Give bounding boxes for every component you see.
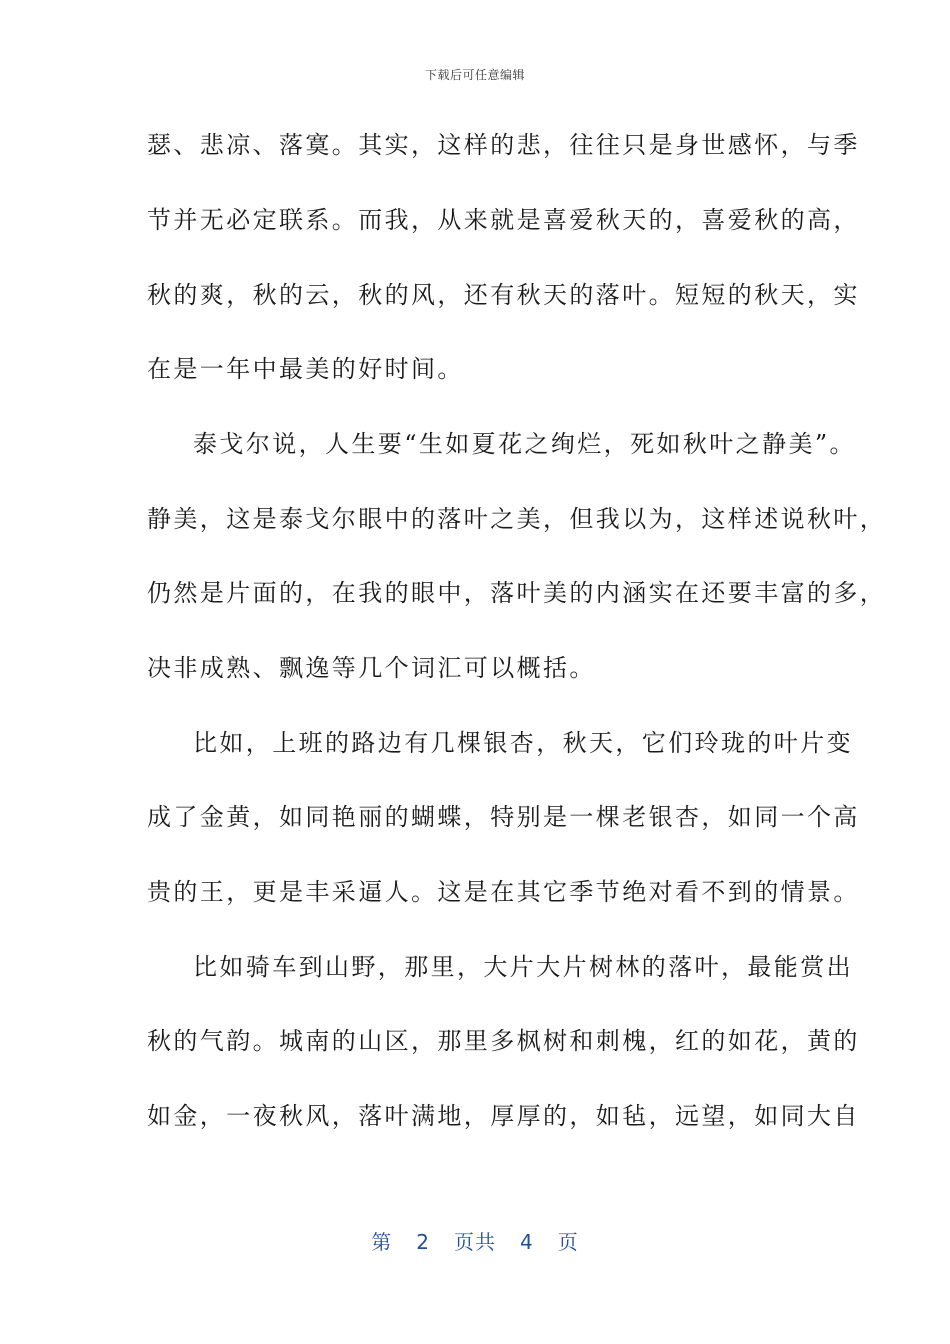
page-current-number: 2 [416,1230,430,1254]
page-suffix: 页 [557,1230,579,1254]
paragraph-first-line: 比如，上班的路边有几棵银杏，秋天，它们玲珑的叶片变 [193,729,853,757]
text-line: 决非成熟、飘逸等几个词汇可以概括。 [147,654,596,682]
text-line: 成了金黄，如同艳丽的蝴蝶，特别是一棵老银杏，如同一个高 [147,803,860,831]
page-header: 下载后可任意编辑 [424,68,525,82]
text-line: 节并无必定联系。而我，从来就是喜爱秋天的，喜爱秋的高， [147,206,860,234]
text-line: 如金，一夜秋风，落叶满地，厚厚的，如毡，远望，如同大自 [147,1102,860,1130]
page-footer [0,1226,950,1255]
page-total-number: 4 [520,1230,534,1254]
paragraph-first-line: 泰戈尔说，人生要“生如夏花之绚烂，死如秋叶之静美”。 [193,430,856,458]
text-line: 秋的爽，秋的云，秋的风，还有秋天的落叶。短短的秋天，实 [147,281,860,309]
page-prefix: 第 [371,1230,393,1254]
text-line: 静美，这是泰戈尔眼中的落叶之美，但我以为，这样述说秋叶， [147,505,887,533]
text-line: 瑟、悲凉、落寞。其实，这样的悲，往往只是身世感怀，与季 [147,131,860,159]
page-middle-text: 页共 [454,1230,496,1254]
text-line: 贵的王，更是丰采逼人。这是在其它季节绝对看不到的情景。 [147,878,860,906]
text-line: 在是一年中最美的好时间。 [147,355,464,383]
paragraph-first-line: 比如骑车到山野，那里，大片大片树林的落叶，最能赏出 [193,953,853,981]
text-line: 秋的气韵。城南的山区，那里多枫树和刺槐，红的如花，黄的 [147,1027,860,1055]
text-line: 仍然是片面的，在我的眼中，落叶美的内涵实在还要丰富的多， [147,579,887,607]
